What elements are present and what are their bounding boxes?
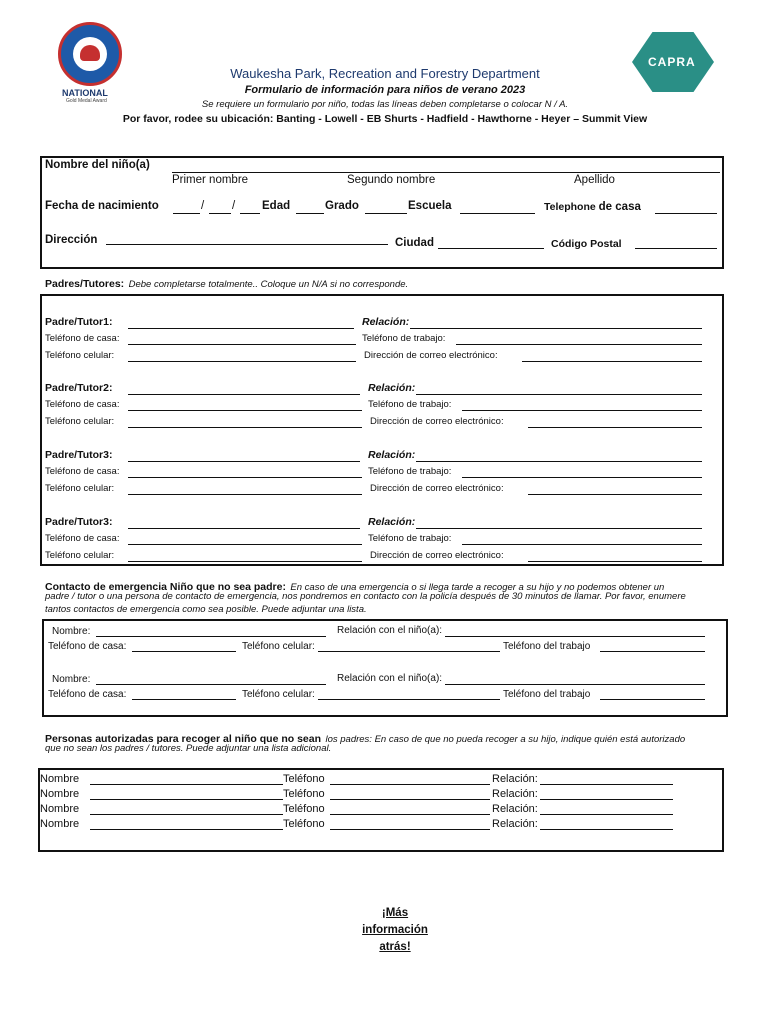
school-field[interactable] — [460, 213, 535, 214]
guardian-work-phone-label: Teléfono de trabajo: — [368, 533, 452, 544]
authorized-heading: Personas autorizadas para recoger al niño que no sean — [45, 733, 322, 745]
dob-sep-2: / — [232, 200, 236, 212]
authorized-phone-field[interactable] — [330, 784, 490, 785]
grade-field[interactable] — [365, 213, 407, 214]
guardian-home-phone-field[interactable] — [128, 544, 362, 545]
emergency-note-2: padre / tutor o una persona de contacto de emergencia, nos pondremos en contacto con la policía después de 30 minutos de llamar. Por favor, enumere — [45, 591, 686, 602]
emergency-relation-field[interactable] — [445, 684, 705, 685]
authorized-name-label: Nombre — [40, 788, 80, 800]
guardian-home-phone-label: Teléfono de casa: — [45, 466, 120, 477]
guardian-work-phone-label: Teléfono de trabajo: — [368, 466, 452, 477]
locations-line: Por favor, rodee su ubicación: Banting - Lowell - EB Shurts - Hadfield - Hawthorne - Heyer – Summit View — [122, 113, 648, 125]
guardian-cell-label: Teléfono celular: — [45, 550, 115, 561]
emergency-relation-field[interactable] — [445, 636, 705, 637]
guardian-email-label: Dirección de correo electrónico: — [370, 483, 504, 494]
authorized-note-1: los padres: En caso de que no pueda recoger a su hijo, indique quién está autorizado — [325, 734, 686, 745]
guardian-relation-field[interactable] — [416, 461, 702, 462]
authorized-relation-field[interactable] — [540, 829, 673, 830]
guardian-email-field[interactable] — [528, 494, 702, 495]
address-label: Dirección — [45, 234, 98, 246]
last-name-caption: Apellido — [574, 174, 615, 186]
guardian-relation-label: Relación: — [368, 449, 416, 461]
guardian-relation-field[interactable] — [416, 528, 702, 529]
authorized-relation-label: Relación: — [492, 818, 538, 830]
authorized-relation-field[interactable] — [540, 784, 673, 785]
more-info-note: ¡Más información atrás! — [362, 907, 428, 953]
guardian-label: Padre/Tutor2: — [45, 382, 113, 394]
guardian-work-phone-field[interactable] — [462, 477, 702, 478]
home-phone-label — [544, 201, 641, 213]
guardian-home-phone-field[interactable] — [128, 344, 356, 345]
authorized-name-label: Nombre — [40, 773, 80, 785]
dob-label: Fecha de nacimiento — [45, 200, 159, 212]
form-title: Formulario de información para niños de verano 2023 — [244, 84, 526, 96]
guardian-work-phone-label: Teléfono de trabajo: — [368, 399, 452, 410]
dob-sep-1: / — [201, 200, 205, 212]
authorized-relation-label: Relación: — [492, 788, 538, 800]
authorized-box — [38, 768, 724, 852]
guardian-cell-label: Teléfono celular: — [45, 483, 115, 494]
guardian-cell-field[interactable] — [128, 361, 356, 362]
authorized-name-field[interactable] — [90, 814, 283, 815]
authorized-name-field[interactable] — [90, 784, 283, 785]
guardian-relation-field[interactable] — [416, 394, 702, 395]
parents-heading-row — [45, 274, 408, 292]
child-name-label: Nombre del niño(a) — [45, 159, 150, 171]
guardian-home-phone-label: Teléfono de casa: — [45, 533, 120, 544]
guardian-work-phone-field[interactable] — [456, 344, 702, 345]
authorized-note-2: que no sean los padres / tutores. Puede adjuntar una lista adicional. — [45, 743, 332, 754]
department-title: Waukesha Park, Recreation and Forestry Department — [230, 66, 540, 81]
zip-label: Código Postal — [551, 238, 622, 250]
logo-caption: NATIONAL — [62, 88, 108, 98]
emergency-home-phone-field[interactable] — [132, 699, 236, 700]
guardian-cell-label: Teléfono celular: — [45, 350, 115, 361]
emergency-work-phone-field[interactable] — [600, 699, 705, 700]
emergency-home-phone-label: Teléfono de casa: — [48, 689, 127, 700]
authorized-phone-label: Teléfono — [283, 773, 325, 785]
authorized-phone-field[interactable] — [330, 799, 490, 800]
guardian-cell-field[interactable] — [128, 494, 362, 495]
authorized-relation-label: Relación: — [492, 803, 538, 815]
emergency-cell-field[interactable] — [318, 651, 500, 652]
guardian-work-phone-field[interactable] — [462, 544, 702, 545]
emergency-relation-label: Relación con el niño(a): — [337, 625, 443, 636]
dob-year-field[interactable] — [240, 213, 260, 214]
guardian-label: Padre/Tutor3: — [45, 516, 113, 528]
guardian-relation-label: Relación: — [368, 516, 416, 528]
guardian-email-label: Dirección de correo electrónico: — [370, 416, 504, 427]
emergency-heading: Contacto de emergencia Niño que no sea padre: — [45, 581, 286, 593]
emergency-work-phone-field[interactable] — [600, 651, 705, 652]
guardian-name-field[interactable] — [128, 328, 354, 329]
guardian-name-field[interactable] — [128, 394, 360, 395]
authorized-phone-label: Teléfono — [283, 788, 325, 800]
guardian-cell-field[interactable] — [128, 561, 362, 562]
address-field[interactable] — [106, 244, 388, 245]
authorized-relation-field[interactable] — [540, 814, 673, 815]
emergency-home-phone-label: Teléfono de casa: — [48, 641, 127, 652]
guardian-label: Padre/Tutor3: — [45, 449, 113, 461]
emergency-relation-label: Relación con el niño(a): — [337, 673, 443, 684]
guardian-email-field[interactable] — [528, 561, 702, 562]
zip-field[interactable] — [635, 248, 717, 249]
guardian-cell-field[interactable] — [128, 427, 362, 428]
child-name-field[interactable] — [172, 172, 720, 173]
guardian-home-phone-field[interactable] — [128, 477, 362, 478]
guardian-label: Padre/Tutor1: — [45, 316, 113, 328]
authorized-name-label: Nombre — [40, 803, 80, 815]
emergency-work-phone-label: Teléfono del trabajo — [503, 641, 591, 652]
guardian-name-field[interactable] — [128, 461, 360, 462]
guardian-home-phone-field[interactable] — [128, 410, 362, 411]
authorized-name-field[interactable] — [90, 829, 283, 830]
authorized-phone-field[interactable] — [330, 814, 490, 815]
home-phone-label-b: de casa — [598, 201, 641, 213]
authorized-name-field[interactable] — [90, 799, 283, 800]
guardian-email-label: Dirección de correo electrónico: — [370, 550, 504, 561]
logo-subcaption: Gold Medal Award — [66, 98, 107, 104]
dob-day-field[interactable] — [209, 213, 231, 214]
emergency-name-field[interactable] — [96, 636, 326, 637]
emergency-note-1: En caso de una emergencia o si llega tarde a recoger a su hijo y no podemos obtener un — [290, 582, 665, 593]
city-field[interactable] — [438, 248, 544, 249]
home-phone-field[interactable] — [655, 213, 717, 214]
guardian-cell-label: Teléfono celular: — [45, 416, 115, 427]
age-label: Edad — [262, 200, 291, 212]
guardian-email-field[interactable] — [528, 427, 702, 428]
guardian-relation-label: Relación: — [368, 382, 416, 394]
parents-heading: Padres/Tutores: — [45, 278, 125, 290]
first-name-caption: Primer nombre — [172, 174, 249, 186]
emergency-note-3: tantos contactos de emergencia como sea posible. Puede adjuntar una lista. — [45, 604, 367, 615]
emergency-name-label: Nombre: — [52, 674, 91, 685]
guardian-home-phone-label: Teléfono de casa: — [45, 333, 120, 344]
authorized-relation-label: Relación: — [492, 773, 538, 785]
emergency-home-phone-field[interactable] — [132, 651, 236, 652]
authorized-relation-field[interactable] — [540, 799, 673, 800]
capra-badge-text: CAPRA — [648, 55, 696, 69]
guardian-email-label: Dirección de correo electrónico: — [364, 350, 498, 361]
guardian-work-phone-field[interactable] — [462, 410, 702, 411]
emergency-cell-label: Teléfono celular: — [242, 689, 315, 700]
requirement-note: Se requiere un formulario por niño, todas las líneas deben completarse o colocar N / A. — [201, 99, 569, 110]
home-phone-label-a: Telephone — [544, 201, 596, 213]
emergency-work-phone-label: Teléfono del trabajo — [503, 689, 591, 700]
guardian-relation-label: Relación: — [362, 316, 410, 328]
guardian-email-field[interactable] — [522, 361, 702, 362]
middle-name-caption: Segundo nombre — [347, 174, 436, 186]
emergency-name-label: Nombre: — [52, 626, 91, 637]
age-field[interactable] — [296, 213, 324, 214]
parents-note: Debe completarse totalmente.. Coloque un N/A si no corresponde. — [128, 279, 409, 290]
city-label: Ciudad — [395, 237, 434, 249]
guardian-name-field[interactable] — [128, 528, 360, 529]
authorized-phone-label: Teléfono — [283, 818, 325, 830]
guardian-home-phone-label: Teléfono de casa: — [45, 399, 120, 410]
authorized-phone-label: Teléfono — [283, 803, 325, 815]
authorized-phone-field[interactable] — [330, 829, 490, 830]
emergency-cell-label: Teléfono celular: — [242, 641, 315, 652]
emergency-cell-field[interactable] — [318, 699, 500, 700]
school-label: Escuela — [408, 200, 452, 212]
dob-month-field[interactable] — [173, 213, 200, 214]
guardian-work-phone-label: Teléfono de trabajo: — [362, 333, 446, 344]
emergency-name-field[interactable] — [96, 684, 326, 685]
authorized-name-label: Nombre — [40, 818, 80, 830]
grade-label: Grado — [325, 200, 359, 212]
guardian-relation-field[interactable] — [410, 328, 702, 329]
